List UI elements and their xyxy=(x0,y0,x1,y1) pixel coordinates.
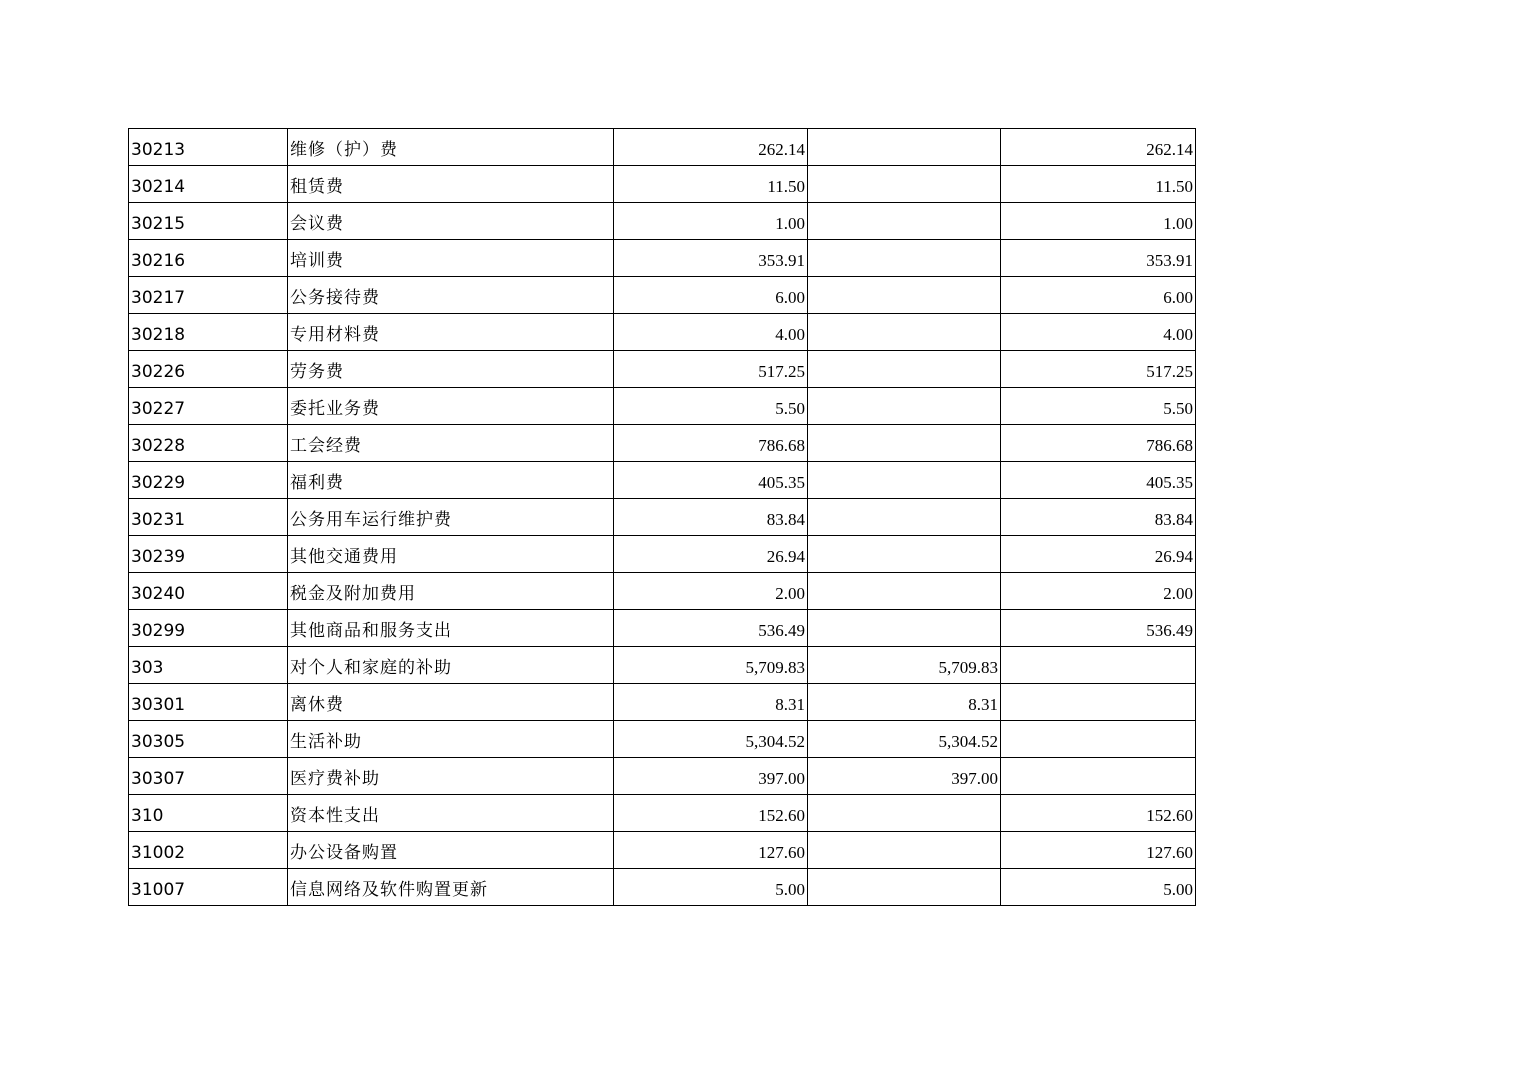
account-name-cell: 其他交通费用 xyxy=(288,536,614,573)
project-expenditure-cell: 536.49 xyxy=(1001,610,1196,647)
project-expenditure-cell xyxy=(1001,721,1196,758)
total-amount-cell: 1.00 xyxy=(614,203,808,240)
account-name-cell: 其他商品和服务支出 xyxy=(288,610,614,647)
table-row xyxy=(129,684,1196,721)
total-amount-cell: 26.94 xyxy=(614,536,808,573)
table-row xyxy=(129,351,1196,388)
project-expenditure-cell: 405.35 xyxy=(1001,462,1196,499)
table-row xyxy=(129,240,1196,277)
account-name-cell: 维修（护）费 xyxy=(288,129,614,166)
table-row xyxy=(129,721,1196,758)
account-code-cell: 30305 xyxy=(129,721,288,758)
table-row xyxy=(129,388,1196,425)
total-amount-cell: 262.14 xyxy=(614,129,808,166)
budget-expenditure-table xyxy=(128,128,1196,906)
basic-expenditure-cell xyxy=(808,129,1001,166)
project-expenditure-cell xyxy=(1001,647,1196,684)
total-amount-cell: 353.91 xyxy=(614,240,808,277)
basic-expenditure-cell xyxy=(808,536,1001,573)
table-row xyxy=(129,647,1196,684)
account-name-cell: 公务用车运行维护费 xyxy=(288,499,614,536)
basic-expenditure-cell: 5,709.83 xyxy=(808,647,1001,684)
table-row xyxy=(129,536,1196,573)
total-amount-cell: 11.50 xyxy=(614,166,808,203)
account-code-cell: 31007 xyxy=(129,869,288,906)
project-expenditure-cell: 1.00 xyxy=(1001,203,1196,240)
account-code-cell: 30231 xyxy=(129,499,288,536)
basic-expenditure-cell xyxy=(808,388,1001,425)
table-row xyxy=(129,869,1196,906)
basic-expenditure-cell xyxy=(808,869,1001,906)
total-amount-cell: 2.00 xyxy=(614,573,808,610)
project-expenditure-cell: 26.94 xyxy=(1001,536,1196,573)
total-amount-cell: 6.00 xyxy=(614,277,808,314)
table-row xyxy=(129,795,1196,832)
table-row xyxy=(129,573,1196,610)
account-code-cell: 310 xyxy=(129,795,288,832)
account-code-cell: 303 xyxy=(129,647,288,684)
table-row xyxy=(129,610,1196,647)
project-expenditure-cell: 152.60 xyxy=(1001,795,1196,832)
account-code-cell: 30227 xyxy=(129,388,288,425)
project-expenditure-cell: 4.00 xyxy=(1001,314,1196,351)
project-expenditure-cell xyxy=(1001,758,1196,795)
table-row xyxy=(129,314,1196,351)
basic-expenditure-cell xyxy=(808,314,1001,351)
basic-expenditure-cell xyxy=(808,832,1001,869)
total-amount-cell: 4.00 xyxy=(614,314,808,351)
account-code-cell: 30307 xyxy=(129,758,288,795)
total-amount-cell: 536.49 xyxy=(614,610,808,647)
basic-expenditure-cell: 8.31 xyxy=(808,684,1001,721)
account-name-cell: 信息网络及软件购置更新 xyxy=(288,869,614,906)
project-expenditure-cell: 6.00 xyxy=(1001,277,1196,314)
account-name-cell: 离休费 xyxy=(288,684,614,721)
project-expenditure-cell: 5.50 xyxy=(1001,388,1196,425)
total-amount-cell: 786.68 xyxy=(614,425,808,462)
project-expenditure-cell xyxy=(1001,684,1196,721)
project-expenditure-cell: 11.50 xyxy=(1001,166,1196,203)
account-name-cell: 租赁费 xyxy=(288,166,614,203)
basic-expenditure-cell: 397.00 xyxy=(808,758,1001,795)
account-name-cell: 对个人和家庭的补助 xyxy=(288,647,614,684)
account-code-cell: 30226 xyxy=(129,351,288,388)
basic-expenditure-cell xyxy=(808,795,1001,832)
table-body xyxy=(129,129,1196,906)
project-expenditure-cell: 127.60 xyxy=(1001,832,1196,869)
project-expenditure-cell: 262.14 xyxy=(1001,129,1196,166)
account-code-cell: 30299 xyxy=(129,610,288,647)
account-name-cell: 工会经费 xyxy=(288,425,614,462)
total-amount-cell: 405.35 xyxy=(614,462,808,499)
account-name-cell: 培训费 xyxy=(288,240,614,277)
account-code-cell: 30228 xyxy=(129,425,288,462)
table-row xyxy=(129,499,1196,536)
project-expenditure-cell: 353.91 xyxy=(1001,240,1196,277)
basic-expenditure-cell xyxy=(808,351,1001,388)
account-name-cell: 福利费 xyxy=(288,462,614,499)
project-expenditure-cell: 517.25 xyxy=(1001,351,1196,388)
account-name-cell: 资本性支出 xyxy=(288,795,614,832)
total-amount-cell: 127.60 xyxy=(614,832,808,869)
basic-expenditure-cell xyxy=(808,425,1001,462)
account-code-cell: 30239 xyxy=(129,536,288,573)
basic-expenditure-cell xyxy=(808,277,1001,314)
account-name-cell: 会议费 xyxy=(288,203,614,240)
project-expenditure-cell: 5.00 xyxy=(1001,869,1196,906)
total-amount-cell: 152.60 xyxy=(614,795,808,832)
account-code-cell: 30217 xyxy=(129,277,288,314)
total-amount-cell: 5,709.83 xyxy=(614,647,808,684)
account-code-cell: 30218 xyxy=(129,314,288,351)
account-code-cell: 30216 xyxy=(129,240,288,277)
total-amount-cell: 8.31 xyxy=(614,684,808,721)
account-name-cell: 税金及附加费用 xyxy=(288,573,614,610)
project-expenditure-cell: 2.00 xyxy=(1001,573,1196,610)
table-row xyxy=(129,832,1196,869)
basic-expenditure-cell xyxy=(808,240,1001,277)
table-row xyxy=(129,203,1196,240)
account-code-cell: 30240 xyxy=(129,573,288,610)
basic-expenditure-cell xyxy=(808,166,1001,203)
account-code-cell: 30215 xyxy=(129,203,288,240)
account-name-cell: 专用材料费 xyxy=(288,314,614,351)
table-row xyxy=(129,129,1196,166)
table-row xyxy=(129,277,1196,314)
table-row xyxy=(129,166,1196,203)
account-name-cell: 劳务费 xyxy=(288,351,614,388)
table-row xyxy=(129,758,1196,795)
basic-expenditure-cell: 5,304.52 xyxy=(808,721,1001,758)
account-code-cell: 31002 xyxy=(129,832,288,869)
total-amount-cell: 5.00 xyxy=(614,869,808,906)
account-name-cell: 公务接待费 xyxy=(288,277,614,314)
basic-expenditure-cell xyxy=(808,610,1001,647)
basic-expenditure-cell xyxy=(808,462,1001,499)
total-amount-cell: 397.00 xyxy=(614,758,808,795)
account-code-cell: 30301 xyxy=(129,684,288,721)
account-code-cell: 30213 xyxy=(129,129,288,166)
account-name-cell: 生活补助 xyxy=(288,721,614,758)
total-amount-cell: 83.84 xyxy=(614,499,808,536)
table-row xyxy=(129,425,1196,462)
basic-expenditure-cell xyxy=(808,573,1001,610)
basic-expenditure-cell xyxy=(808,203,1001,240)
account-name-cell: 医疗费补助 xyxy=(288,758,614,795)
account-name-cell: 委托业务费 xyxy=(288,388,614,425)
table-row xyxy=(129,462,1196,499)
total-amount-cell: 517.25 xyxy=(614,351,808,388)
account-name-cell: 办公设备购置 xyxy=(288,832,614,869)
total-amount-cell: 5.50 xyxy=(614,388,808,425)
account-code-cell: 30229 xyxy=(129,462,288,499)
project-expenditure-cell: 786.68 xyxy=(1001,425,1196,462)
basic-expenditure-cell xyxy=(808,499,1001,536)
project-expenditure-cell: 83.84 xyxy=(1001,499,1196,536)
total-amount-cell: 5,304.52 xyxy=(614,721,808,758)
account-code-cell: 30214 xyxy=(129,166,288,203)
